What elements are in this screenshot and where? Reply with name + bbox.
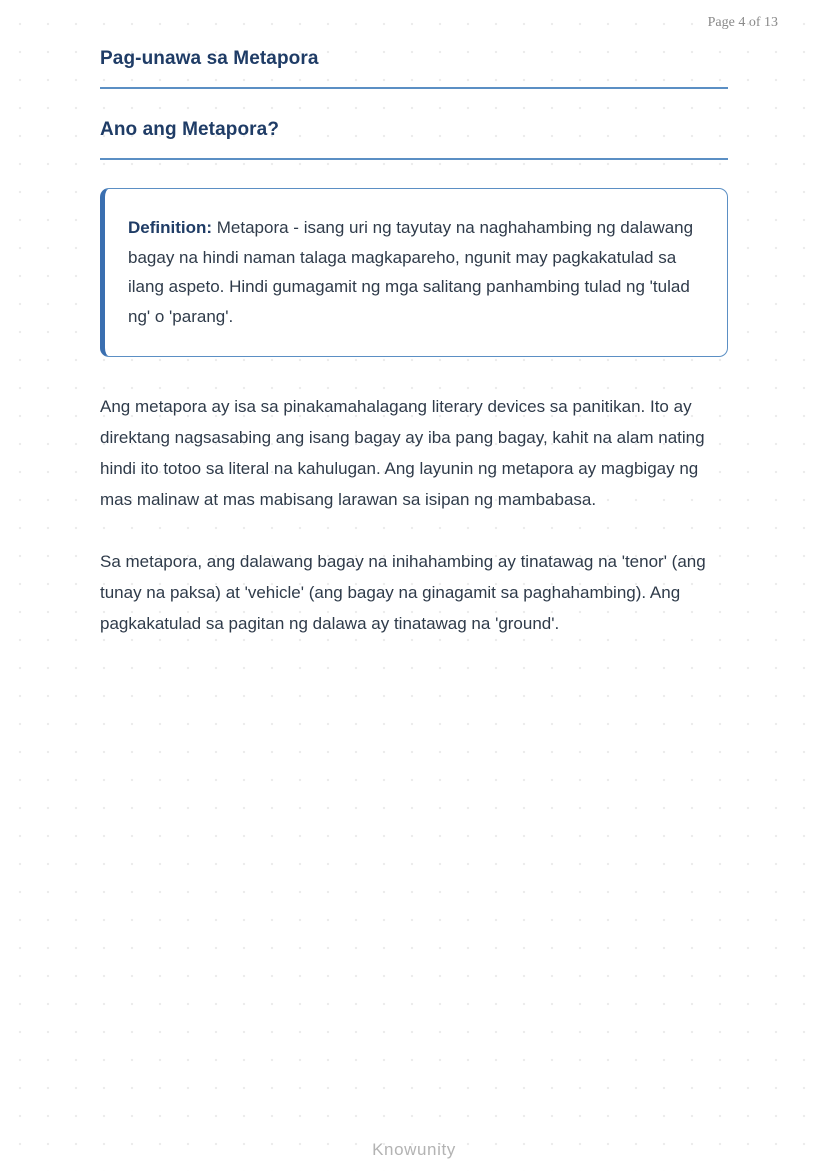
body-paragraph-1: Ang metapora ay isa sa pinakamahalagang literary devices sa panitikan. Ito ay direktang nagsasabing ang isang bagay ay iba pang bagay, kahit na alam nating hindi ito totoo sa literal na kahulugan. Ang layunin ng metapora ay magbigay ng mas malinaw at mas mabisang larawan sa isipan ng mambabasa. [100,397,705,509]
body-paragraph-2: Sa metapora, ang dalawang bagay na inihahambing ay tinatawag na 'tenor' (ang tunay na paksa) at 'vehicle' (ang bagay na ginagamit sa paghahambing). Ang pagkakatulad sa pagitan ng dalawa ay tinatawag na 'ground'. [100,552,706,633]
document-title: Pag-unawa sa Metapora [100,48,728,89]
section-heading: Ano ang Metapora? [100,119,728,160]
definition-text: Metapora - isang uri ng tayutay na naghahambing ng dalawang bagay na hindi naman talaga magkapareho, ngunit may pagkakatulad sa ilang aspeto. Hindi gumagamit ng mga salitang panhambing tulad ng 'tulad ng' o 'parang'. [128,218,694,326]
footer-brand-knowunity: Knowunity [372,1140,456,1159]
document-content [100,48,728,639]
page-number-indicator: Page 4 of 13 [707,15,778,30]
definition-label: Definition: [128,218,217,237]
definition-callout-box [100,188,728,357]
